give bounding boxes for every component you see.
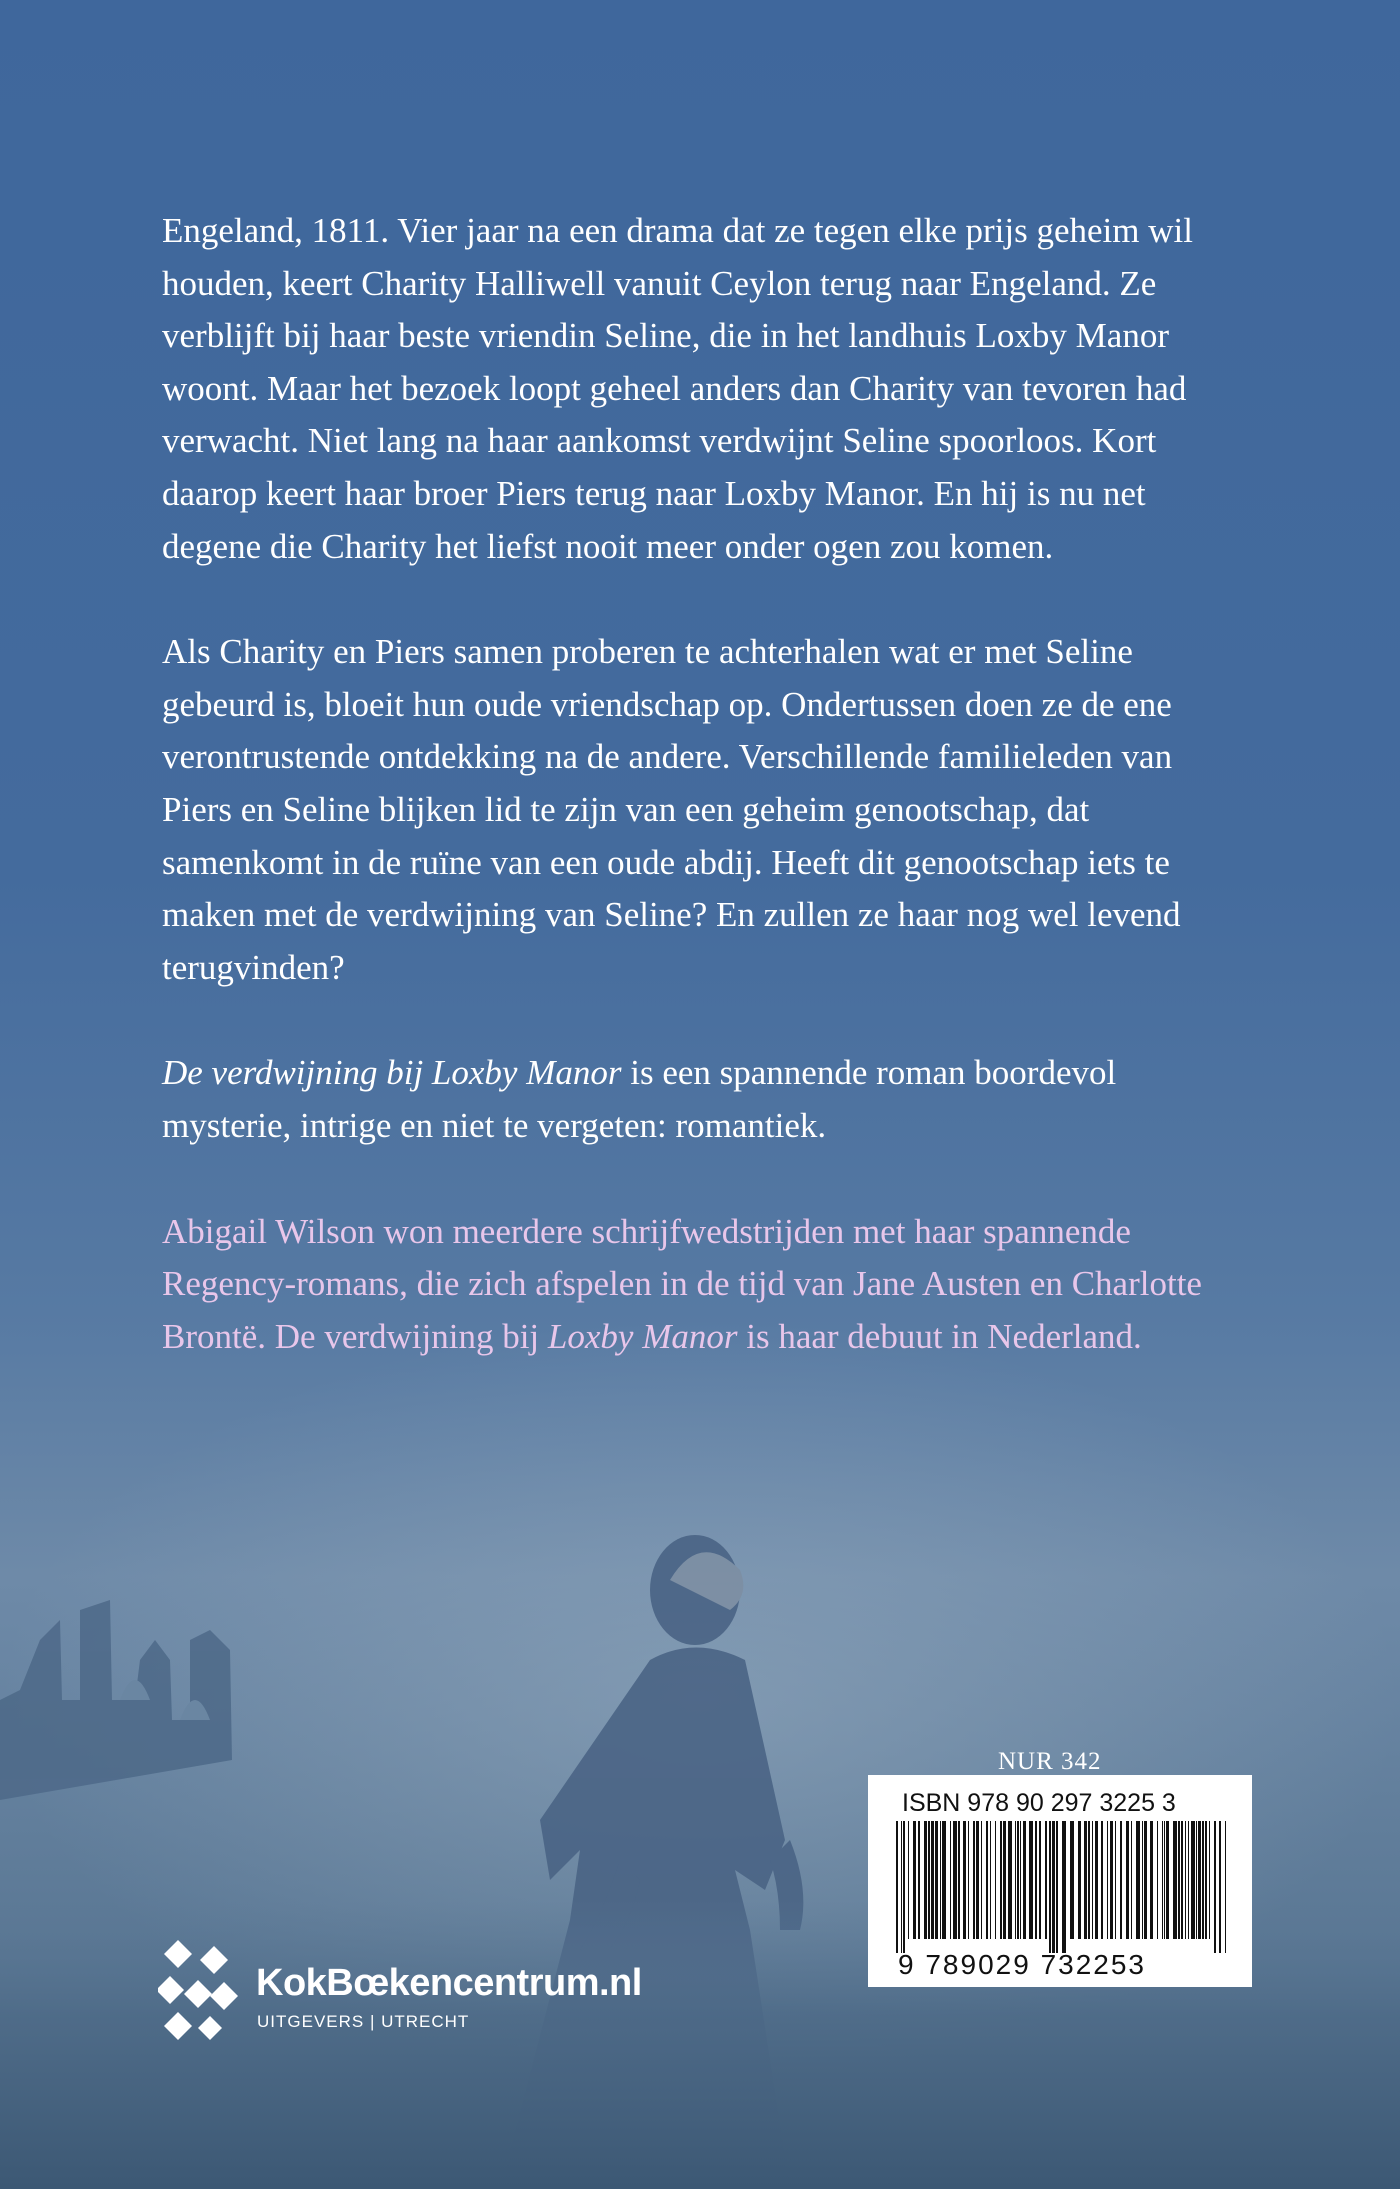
barcode-bar xyxy=(1164,1821,1165,1939)
barcode-bar xyxy=(1219,1821,1221,1953)
barcode-bar xyxy=(1181,1821,1183,1939)
barcode-bar xyxy=(1136,1821,1140,1939)
barcode-bar xyxy=(1209,1821,1210,1939)
barcode-bar xyxy=(1120,1821,1122,1939)
barcode-bar xyxy=(901,1821,902,1953)
barcode-bar xyxy=(1110,1821,1113,1939)
barcode-bar xyxy=(913,1821,916,1939)
barcode-bar xyxy=(1015,1821,1016,1939)
publisher-tagline: UITGEVERS | UTRECHT xyxy=(257,2012,470,2031)
barcode-bar xyxy=(1185,1821,1186,1939)
barcode-bar xyxy=(986,1821,988,1939)
barcode-bar xyxy=(1191,1821,1195,1939)
barcode-bar xyxy=(1214,1821,1216,1953)
author-bio-text-2: is haar debuut in Nederland. xyxy=(737,1316,1142,1356)
blurb-paragraph-3-text: is een spannende roman boordevol mysterie, intrige en niet te vergeten: romantiek. xyxy=(162,1053,1117,1145)
barcode-bar xyxy=(1144,1821,1147,1939)
nur-code: NUR 342 xyxy=(998,1748,1102,1775)
publisher-logo-icon xyxy=(158,1940,238,2040)
barcode-bar xyxy=(1205,1821,1207,1939)
barcode-bar xyxy=(924,1821,927,1939)
barcode-bar xyxy=(1101,1821,1103,1939)
barcode-bar xyxy=(995,1821,996,1939)
barcode-bar xyxy=(1115,1821,1116,1939)
barcode-bar xyxy=(1202,1821,1204,1939)
isbn-digits: 9 789029 732253 xyxy=(898,1949,1146,1980)
barcode-bar xyxy=(1029,1821,1033,1939)
barcode-bar xyxy=(976,1821,979,1939)
barcode-bar xyxy=(1092,1821,1093,1939)
barcode-bar xyxy=(1056,1821,1058,1953)
barcode-bar xyxy=(918,1821,920,1939)
barcode-bar xyxy=(1095,1821,1098,1939)
barcode-bar xyxy=(1045,1821,1047,1939)
barcode-bar xyxy=(1173,1821,1177,1939)
barcode-bar xyxy=(928,1821,930,1939)
blurb-paragraph-1: Engeland, 1811. Vier jaar na een drama dat ze tegen elke prijs geheim wil houden, keert Charity Halliwell vanuit Ceylon terug naar Engeland. Ze verblijft bij haar beste vriendin Seline, die in het landhuis Loxby Manor woont. Maar het bezoek loopt geheel anders dan Charity van tevoren had verwacht. Niet lang na haar aankomst verdwijnt Seline spoorloos. Kort daarop keert haar broer Piers terug naar Loxby Manor. En hij is nu net degene die Charity het liefst nooit meer onder ogen zou komen. xyxy=(162,211,1193,566)
barcode-bar xyxy=(1131,1821,1132,1939)
barcode-bar xyxy=(1039,1821,1041,1939)
blurb-paragraph-3 xyxy=(162,1047,1237,1152)
barcode-bar xyxy=(1008,1821,1012,1939)
barcode-bar xyxy=(1023,1821,1026,1939)
barcode-bar xyxy=(1062,1821,1066,1953)
barcode-bar xyxy=(1150,1821,1153,1939)
barcode-bar xyxy=(1107,1821,1108,1939)
barcode-bar xyxy=(1126,1821,1129,1939)
author-bio-text-1: Abigail Wilson won meerdere schrijfwedstrijden met haar spannende Regency-romans, die zich afspelen in de tijd van Jane Austen en Charlotte Brontë. De verdwijning bij xyxy=(162,1211,1202,1356)
isbn-barcode xyxy=(868,1775,1252,1987)
barcode-bar xyxy=(942,1821,946,1939)
barcode-bar xyxy=(1052,1821,1055,1953)
back-cover-blurb xyxy=(162,205,1237,1416)
publisher-name: KokBœkencentrum.nl xyxy=(256,1962,642,2004)
barcode-bar xyxy=(1000,1821,1002,1939)
barcode-bar xyxy=(1020,1821,1021,1939)
barcode-bar xyxy=(950,1821,951,1939)
barcode-bar xyxy=(968,1821,969,1939)
barcode-bar xyxy=(990,1821,991,1939)
barcode-bar xyxy=(1188,1821,1189,1939)
barcode-bar xyxy=(1078,1821,1081,1939)
barcode-bar xyxy=(1162,1821,1163,1939)
barcode-bar xyxy=(963,1821,966,1939)
author-bio xyxy=(162,1206,1237,1364)
barcode-bar xyxy=(908,1821,909,1939)
barcode-bar xyxy=(931,1821,934,1939)
isbn-label: ISBN 978 90 297 3225 3 xyxy=(902,1789,1176,1817)
barcode-bar xyxy=(896,1821,898,1953)
barcode-bar xyxy=(1225,1821,1226,1953)
barcode-bar xyxy=(1198,1821,1201,1939)
book-title: De verdwijning bij Loxby Manor xyxy=(162,1053,622,1093)
blurb-paragraph-2: Als Charity en Piers samen proberen te achterhalen wat er met Seline gebeurd is, bloeit hun oude vriendschap op. Ondertussen doen ze de ene verontrustende ontdekking na de andere. Verschillende familieleden van Piers en Seline blijken lid te zijn van een geheim genootschap, dat samenkomt in de ruïne van een oude abdij. Heeft dit genootschap iets te maken met de verdwijning van Seline? En zullen ze haar nog wel levend terugvinden? xyxy=(162,632,1181,987)
barcode-bar xyxy=(958,1821,960,1939)
barcode-bar xyxy=(940,1821,941,1939)
barcode-bar xyxy=(1196,1821,1197,1939)
barcode-bar xyxy=(953,1821,957,1939)
barcode-bar xyxy=(1084,1821,1087,1939)
barcode-bar xyxy=(1166,1821,1169,1939)
barcode-bars xyxy=(896,1821,1226,1953)
barcode-bar xyxy=(1070,1821,1074,1939)
barcode-bar xyxy=(981,1821,982,1939)
barcode-bar xyxy=(1178,1821,1180,1939)
barcode-bar xyxy=(935,1821,938,1939)
barcode-bar xyxy=(1035,1821,1037,1939)
barcode-bar xyxy=(1003,1821,1006,1939)
barcode-bar xyxy=(1157,1821,1158,1939)
barcode-bar xyxy=(1142,1821,1143,1939)
barcode-bar xyxy=(903,1821,905,1953)
barcode-bar xyxy=(1049,1821,1051,1953)
barcode-bar xyxy=(973,1821,975,1939)
author-bio-title: Loxby Manor xyxy=(547,1316,738,1356)
barcode-bar xyxy=(1088,1821,1090,1939)
barcode-bar xyxy=(1017,1821,1019,1939)
